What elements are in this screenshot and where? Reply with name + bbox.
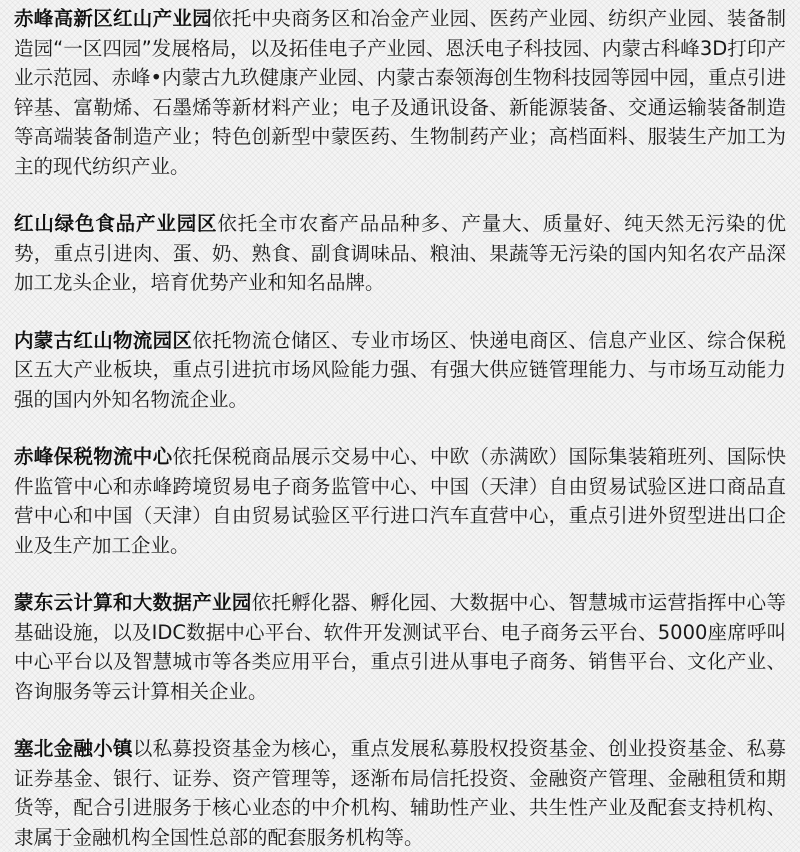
section-title: 红山绿色食品产业园区 xyxy=(14,212,218,235)
section-body: 依托全市农畜产品品种多、产量大、质量好、纯天然无污染的优势，重点引进肉、蛋、奶、熟食、副食调味品、粮油、果蔬等无污染的国内知名农产品深加工龙头企业，培育优势产业和知名品牌。 xyxy=(14,212,786,294)
section-title: 塞北金融小镇 xyxy=(14,737,133,760)
section-bonded-logistics-center xyxy=(14,442,786,560)
section-logistics-park xyxy=(14,326,786,415)
section-body: 以私募投资基金为核心，重点发展私募股权投资基金、创业投资基金、私募证券基金、银行、证券、资产管理等，逐渐布局信托投资、金融资产管理、金融租赁和期货等，配合引进服务于核心业态的中介机构、辅助性产业、共生性产业及配套支持机构、隶属于金融机构全国性总部的配套服务机构等。 xyxy=(14,737,786,849)
section-cloud-bigdata-park xyxy=(14,588,786,706)
section-title: 内蒙古红山物流园区 xyxy=(14,328,193,352)
section-body: 依托物流仓储区、专业市场区、快递电商区、信息产业区、综合保税区五大产业板块，重点引进抗市场风险能力强、有强大供应链管理能力、与市场互动能力强的国内外知名物流企业。 xyxy=(14,328,786,411)
section-title: 赤峰保税物流中心 xyxy=(14,445,173,468)
section-body: 依托孵化器、孵化园、大数据中心、智慧城市运营指挥中心等基础设施，以及IDC数据中心平台、软件开发测试平台、电子商务云平台、5000座席呼叫中心平台以及智慧城市等各类应用平台，重点引进从事电子商务、销售平台、文化产业、咨询服务等云计算相关企业。 xyxy=(14,591,786,703)
section-green-food-park xyxy=(14,209,786,298)
section-hongshan-industrial-park xyxy=(14,4,786,181)
section-title: 蒙东云计算和大数据产业园 xyxy=(14,591,252,614)
section-body: 依托中央商务区和冶金产业园、医药产业园、纺织产业园、装备制造园“一区四园”发展格局，以及拓佳电子产业园、恩沃电子科技园、内蒙古科峰3D打印产业示范园、赤峰•内蒙古九玖健康产业园、内蒙古泰领海创生物科技园等园中园，重点引进锌基、富勒烯、石墨烯等新材料产业；电子及通讯设备、新能源装备、交通运输装备制造等高端装备制造产业；特色创新型中蒙医药、生物制药产业；高档面料、服装生产加工为主的现代纺织产业。 xyxy=(14,7,787,178)
section-body: 依托保税商品展示交易中心、中欧（赤满欧）国际集装箱班列、国际快件监管中心和赤峰跨境贸易电子商务监管中心、中国（天津）自由贸易试验区进口商品直营中心和中国（天津）自由贸易试验区平行进口汽车直营中心，重点引进外贸型进出口企业及生产加工企业。 xyxy=(14,445,786,557)
section-title: 赤峰高新区红山产业园 xyxy=(14,7,213,30)
section-finance-town xyxy=(14,734,786,852)
